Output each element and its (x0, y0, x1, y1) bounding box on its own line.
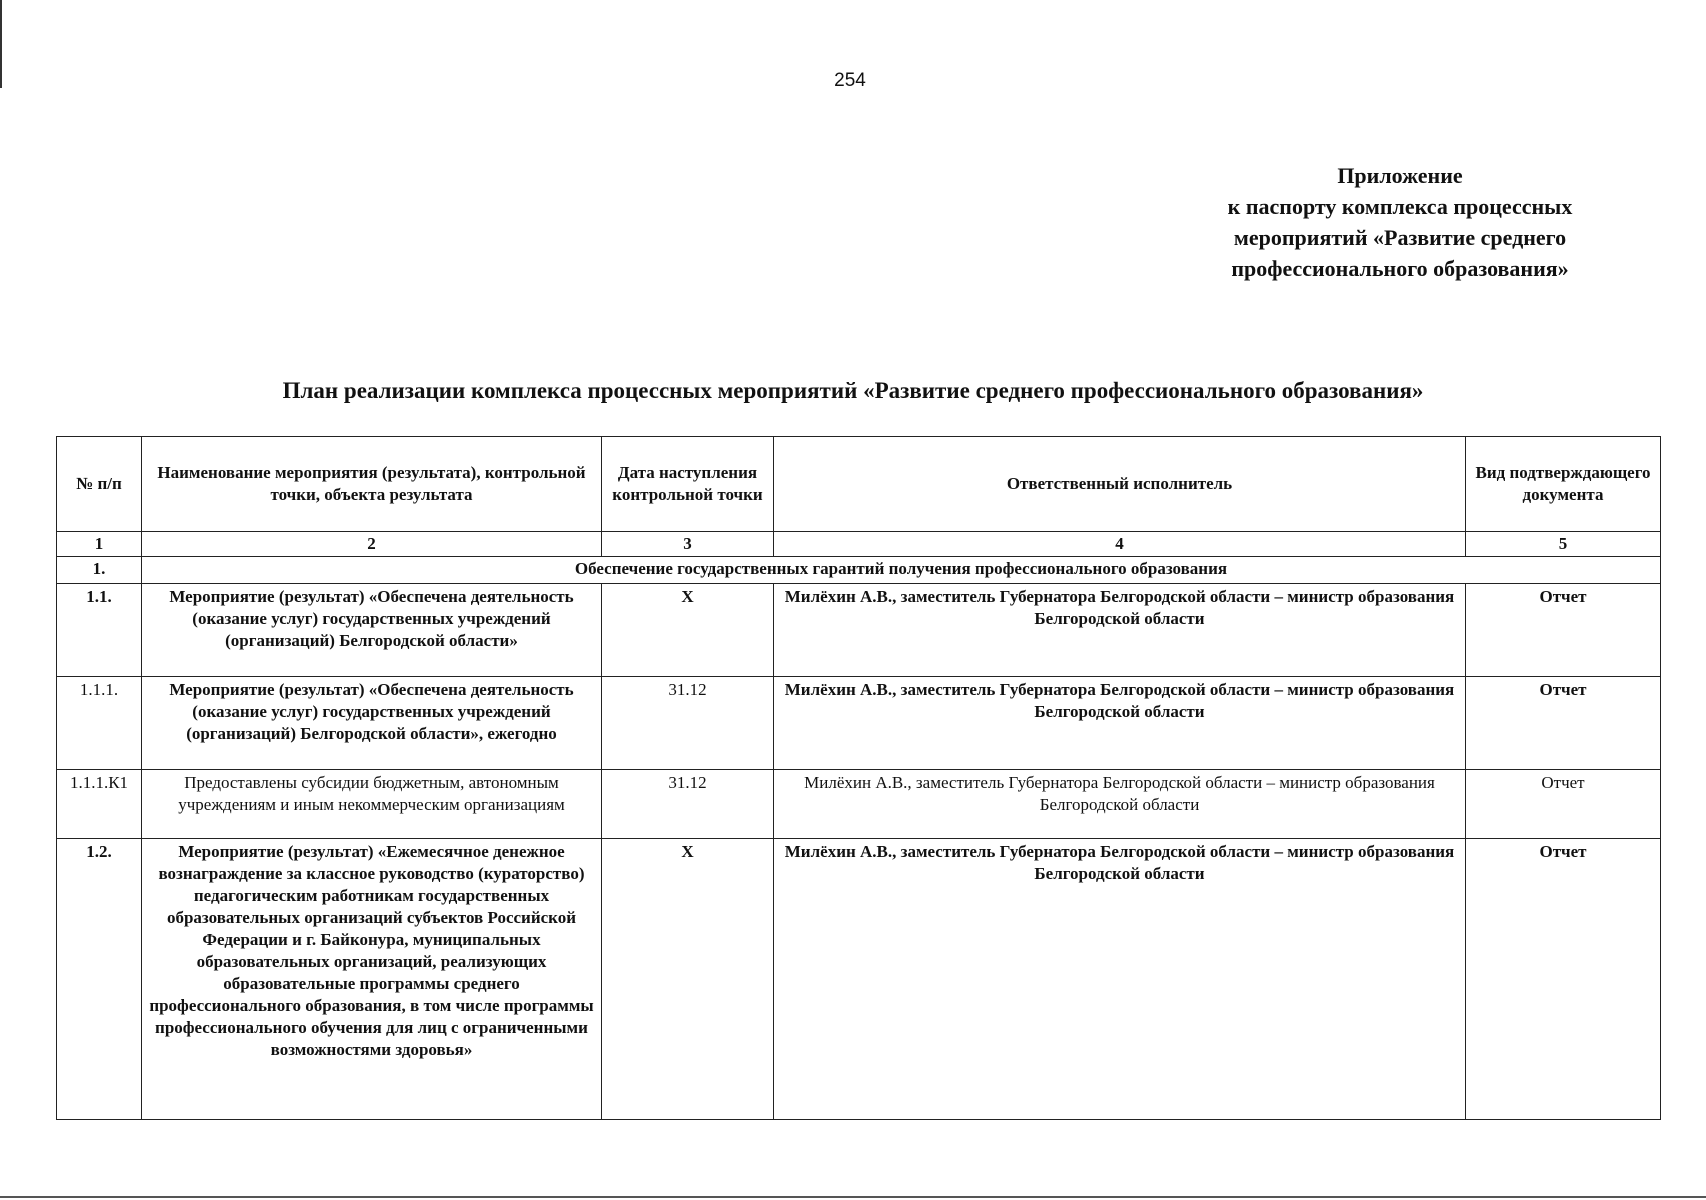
row-name: Мероприятие (результат) «Ежемесячное денежное вознаграждение за классное руководство (кураторство) педагогическим работникам государственных образовательных организаций субъектов Российской Федерации и г. Байконура, муниципальных образовательных организаций, реализующих образовательные программы среднего профессионального образования, в том числе программы профессионального обучения для лиц с ограниченными возможностями здоровья» (142, 839, 602, 1120)
row-doc: Отчет (1466, 770, 1661, 839)
section-row (57, 557, 1661, 584)
column-number: 5 (1466, 532, 1661, 557)
plan-table (56, 436, 1661, 1120)
section-num: 1. (57, 557, 142, 584)
header-name: Наименование мероприятия (результата), контрольной точки, объекта результата (142, 437, 602, 532)
column-number: 1 (57, 532, 142, 557)
row-date: 31.12 (602, 677, 774, 770)
plan-title: План реализации комплекса процессных мероприятий «Развитие среднего профессионального образования» (282, 378, 1424, 403)
section-title: Обеспечение государственных гарантий получения профессионального образования (142, 557, 1661, 584)
page-number: 254 (834, 70, 866, 91)
header-executor: Ответственный исполнитель (774, 437, 1466, 532)
row-name: Мероприятие (результат) «Обеспечена деятельность (оказание услуг) государственных учреждений (организаций) Белгородской области» (142, 584, 602, 677)
table-header-row (57, 437, 1661, 532)
row-num: 1.1.1.К1 (57, 770, 142, 839)
column-number: 4 (774, 532, 1466, 557)
table-row (57, 584, 1661, 677)
row-num: 1.2. (57, 839, 142, 1120)
row-date: 31.12 (602, 770, 774, 839)
row-num: 1.1.1. (57, 677, 142, 770)
row-executor: Милёхин А.В., заместитель Губернатора Белгородской области – министр образования Белгородской области (774, 839, 1466, 1120)
row-executor: Милёхин А.В., заместитель Губернатора Белгородской области – министр образования Белгородской области (774, 677, 1466, 770)
column-number: 3 (602, 532, 774, 557)
row-num: 1.1. (57, 584, 142, 677)
appendix-line: профессионального образования» (1231, 256, 1569, 281)
appendix-line: Приложение (1337, 163, 1463, 188)
row-name: Мероприятие (результат) «Обеспечена деятельность (оказание услуг) государственных учреждений (организаций) Белгородской области», ежегодно (142, 677, 602, 770)
row-name: Предоставлены субсидии бюджетным, автономным учреждениям и иным некоммерческим организациям (142, 770, 602, 839)
table-row (57, 770, 1661, 839)
header-num: № п/п (57, 437, 142, 532)
row-doc: Отчет (1466, 839, 1661, 1120)
header-date: Дата наступления контрольной точки (602, 437, 774, 532)
appendix-line: мероприятий «Развитие среднего (1233, 225, 1567, 250)
row-executor: Милёхин А.В., заместитель Губернатора Белгородской области – министр образования Белгородской области (774, 770, 1466, 839)
column-number: 2 (142, 532, 602, 557)
row-doc: Отчет (1466, 677, 1661, 770)
table-row (57, 839, 1661, 1120)
appendix-block (1160, 160, 1640, 284)
row-executor: Милёхин А.В., заместитель Губернатора Белгородской области – министр образования Белгородской области (774, 584, 1466, 677)
row-doc: Отчет (1466, 584, 1661, 677)
scan-edge-bottom (0, 1196, 1706, 1198)
row-date: Х (602, 839, 774, 1120)
header-doc: Вид подтверждающего документа (1466, 437, 1661, 532)
appendix-line: к паспорту комплекса процессных (1227, 194, 1573, 219)
row-date: Х (602, 584, 774, 677)
table-row (57, 677, 1661, 770)
column-number-row (57, 532, 1661, 557)
